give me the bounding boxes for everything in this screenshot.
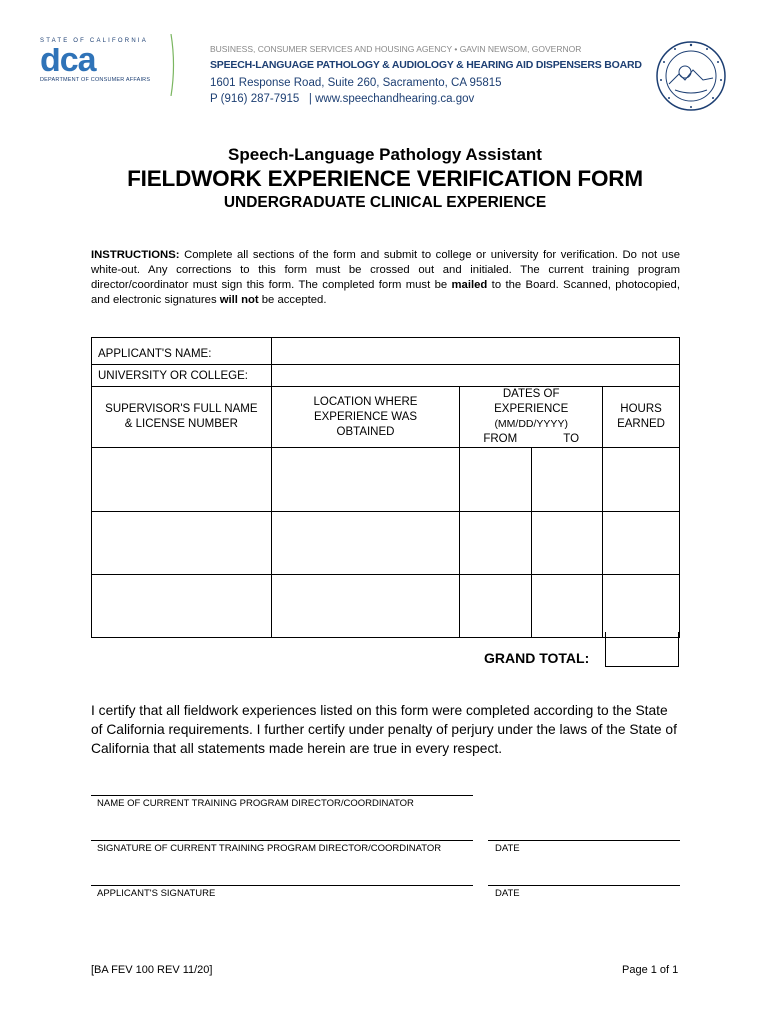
form-title: FIELDWORK EXPERIENCE VERIFICATION FORM (127, 166, 643, 191)
state-of-california-text: STATE OF CALIFORNIA (40, 38, 148, 44)
board-name: SPEECH-LANGUAGE PATHOLOGY & AUDIOLOGY & HEARING AID DISPENSERS BOARD (210, 59, 642, 71)
hours-header-line-1: HOURS (620, 403, 662, 415)
university-row (92, 365, 680, 387)
instructions-label: INSTRUCTIONS: (91, 249, 180, 261)
supervisor-column-header (92, 387, 272, 448)
from-cell[interactable] (460, 448, 531, 511)
form-subtitle: Speech-Language Pathology Assistant (228, 145, 542, 164)
location-cell[interactable] (271, 575, 460, 638)
date-label-1: DATE (495, 843, 520, 854)
date-label-2: DATE (495, 888, 520, 899)
university-label: UNIVERSITY OR COLLEGE: (92, 365, 272, 387)
location-header-line-2: EXPERIENCE WAS (313, 410, 418, 423)
table-row (92, 512, 680, 575)
hours-column-header (603, 387, 680, 448)
header-divider (170, 34, 176, 96)
dates-cell[interactable] (460, 448, 603, 512)
instructions-will-not: will not (219, 294, 259, 306)
hours-cell[interactable] (603, 512, 680, 575)
date-line-2[interactable] (488, 885, 680, 886)
grand-total-field[interactable] (605, 632, 679, 667)
certification-statement: I certify that all fieldwork experiences listed on this form were completed according to the State of California requirements. I further certify under penalty of perjury under the laws of the State of California that all statements made herein are true in every respect. (91, 703, 677, 756)
location-header-line-3: OBTAINED (336, 425, 395, 438)
director-name-label: NAME OF CURRENT TRAINING PROGRAM DIRECTOR/COORDINATOR (97, 798, 414, 809)
board-contact (210, 93, 474, 105)
table-row (92, 575, 680, 638)
location-cell[interactable] (271, 512, 460, 575)
supervisor-cell[interactable] (92, 575, 272, 638)
from-header: FROM (483, 433, 518, 445)
dates-header-line-3: (MM/DD/YYYY) (494, 418, 568, 430)
dates-header-line-1: DATES OF (502, 388, 560, 400)
form-id: [BA FEV 100 REV 11/20] (91, 964, 213, 976)
to-cell[interactable] (532, 512, 602, 574)
instructions-text-3: be accepted. (258, 294, 327, 306)
board-phone: P (916) 287-7915 (210, 93, 300, 105)
director-name-line[interactable] (91, 795, 473, 796)
dates-cell[interactable] (460, 575, 603, 638)
date-line-1[interactable] (488, 840, 680, 841)
from-cell[interactable] (460, 575, 531, 637)
applicant-signature-line[interactable] (91, 885, 473, 886)
table-row (92, 448, 680, 512)
state-seal-icon (655, 40, 727, 117)
from-cell[interactable] (460, 512, 531, 574)
dates-column-header (460, 387, 603, 448)
location-column-header (271, 387, 460, 448)
dca-logo-text: dca (40, 48, 96, 74)
dca-logo (40, 48, 158, 79)
board-address: 1601 Response Road, Suite 260, Sacramento, CA 95815 (210, 77, 502, 89)
instructions (91, 248, 680, 308)
supervisor-cell[interactable] (92, 448, 272, 512)
director-signature-line[interactable] (91, 840, 473, 841)
table-header-row (92, 387, 680, 448)
supervisor-cell[interactable] (92, 512, 272, 575)
agency-line: BUSINESS, CONSUMER SERVICES AND HOUSING AGENCY • GAVIN NEWSOM, GOVERNOR (210, 44, 582, 54)
dates-cell[interactable] (460, 512, 603, 575)
instructions-text-1: Complete all sections of the form and submit to college or university for verification. Do not use white-out. Any corrections to this form must be crossed out and initialed. The current training program director/coordinator must sign this form. The completed form must be (91, 249, 680, 291)
supervisor-header-line-2: & LICENSE NUMBER (124, 418, 238, 430)
director-signature-label: SIGNATURE OF CURRENT TRAINING PROGRAM DIRECTOR/COORDINATOR (97, 843, 442, 854)
location-cell[interactable] (271, 448, 460, 512)
applicant-name-row (92, 338, 680, 365)
hours-cell[interactable] (603, 448, 680, 512)
hours-cell[interactable] (603, 575, 680, 638)
dates-header-line-2: EXPERIENCE (494, 403, 569, 415)
board-website[interactable]: | www.speechandhearing.ca.gov (308, 93, 475, 105)
page-number: Page 1 of 1 (622, 964, 679, 976)
applicant-name-field[interactable] (271, 338, 679, 365)
instructions-text-2: to the Board. Scanned, photocopied, and electronic signatures (91, 279, 680, 306)
department-text: DEPARTMENT OF CONSUMER AFFAIRS (40, 77, 151, 83)
to-cell[interactable] (532, 448, 602, 511)
section-title: UNDERGRADUATE CLINICAL EXPERIENCE (223, 194, 547, 211)
location-header-line-1: LOCATION WHERE (313, 395, 418, 408)
applicant-name-label: APPLICANT'S NAME: (92, 338, 272, 365)
grand-total-label: GRAND TOTAL: (484, 650, 590, 666)
dates-from-to (460, 432, 602, 447)
supervisor-header-line-1: SUPERVISOR'S FULL NAME (105, 403, 258, 415)
to-header: TO (563, 433, 580, 445)
instructions-mailed: mailed (451, 279, 488, 291)
applicant-signature-label: APPLICANT'S SIGNATURE (97, 888, 216, 899)
fieldwork-table (91, 337, 680, 638)
university-field[interactable] (271, 365, 679, 387)
to-cell[interactable] (532, 575, 602, 637)
hours-header-line-2: EARNED (617, 418, 665, 430)
